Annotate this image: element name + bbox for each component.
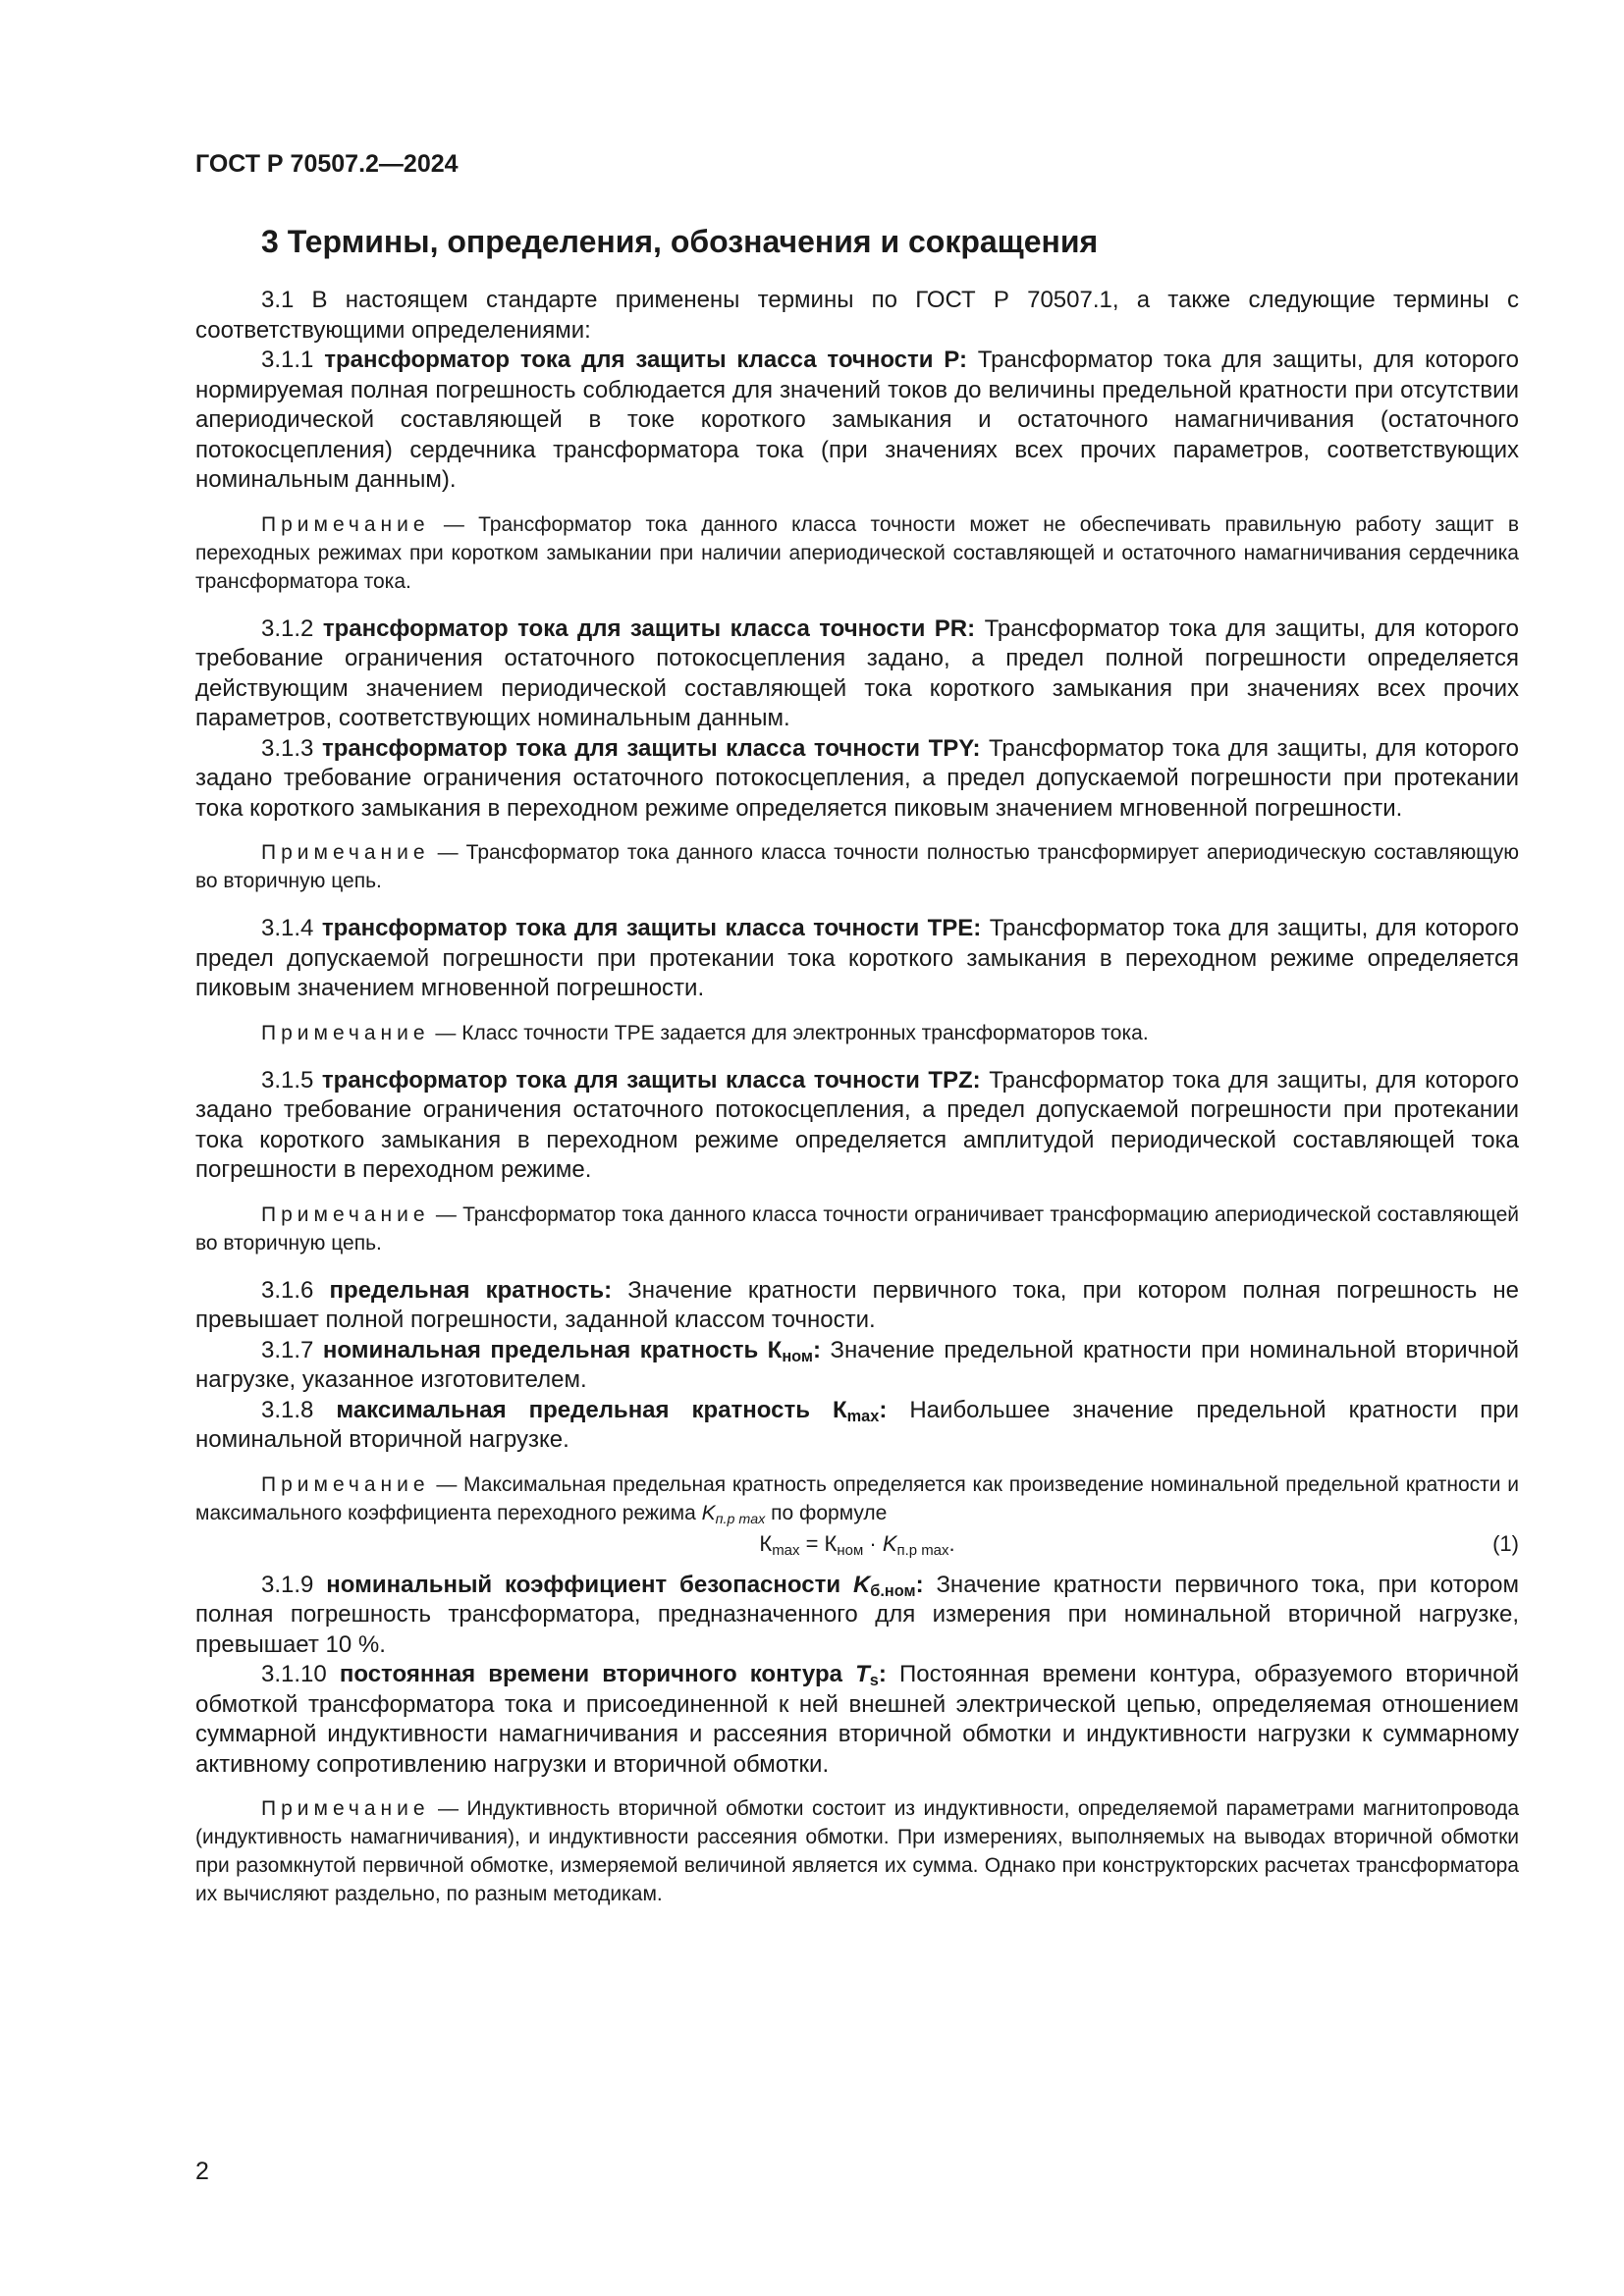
term-title: трансформатор тока для защиты класса точности TPZ: <box>321 1066 981 1094</box>
term-title: номинальный коэффициент безопасности $K_{б.ном}$: <box>326 1571 924 1600</box>
term-title: постоянная времени вторичного контура $T_s$: <box>339 1661 887 1689</box>
term-title: трансформатор тока для защиты класса точности TPY: <box>321 734 981 762</box>
symbol-subscript: ном <box>782 1347 813 1365</box>
symbol-subscript: s <box>869 1672 879 1689</box>
term-definition: Постоянная времени контура, образуемого вторичной обмоткой трансформатора тока и присоединенной к ней внешней электрической цепью, определяемая отношением суммарной индуктивности намагничивания и рассеяния вторичной обмотки и индуктивности нагрузки к суммарному активному сопротивлению нагрузки и вторичной обмотки. <box>195 1661 1519 1778</box>
term-title: максимальная предельная кратность $К_{max}$: <box>336 1396 888 1425</box>
document-code-header: ГОСТ Р 70507.2—2024 <box>195 150 459 178</box>
note-3-1-1 <box>195 510 1519 596</box>
note-3-1-3 <box>195 838 1519 895</box>
page-number: 2 <box>195 2158 209 2185</box>
note-text: — Трансформатор тока данного класса точности ограничивает трансформацию апериодической составляющей во вторичную цепь. <box>195 1202 1519 1255</box>
term-3-1-6: 3.1.6 предельная кратность: Значение кратности первичного тока, при котором полная погрешность не превышает полной погрешности, заданной классом точности. <box>195 1276 1520 1333</box>
note-label: Примечание <box>261 1797 430 1820</box>
term-3-1-2: 3.1.2 трансформатор тока для защиты класса точности PR: Трансформатор тока для защиты, для которого требование ограничения остаточного потокосцепления задано, а предел полной погрешности определяется действующим значением периодической составляющей тока короткого замыкания при значениях всех прочих параметров, соответствующих номинальным данным. <box>195 614 1519 731</box>
term-title: трансформатор тока для защиты класса точности PR: <box>322 614 976 642</box>
term-title: трансформатор тока для защиты класса точности Р: <box>324 347 967 373</box>
note-label: Примечание <box>261 841 430 864</box>
term-definition: Трансформатор тока для защиты, для которого предел допускаемой погрешности при протекании тока короткого замыкания в переходном режиме определяется пиковым значением мгновенной погрешности. <box>195 915 1520 1001</box>
term-title: трансформатор тока для защиты класса точности TPE: <box>321 915 982 941</box>
term-definition: Значение кратности первичного тока, при котором полная погрешность не превышает полной погрешности, заданной классом точности. <box>195 1276 1520 1333</box>
note-text: — Максимальная предельная кратность определяется как произведение номинальной предельной кратности и максимального коэффициента переходного режима <box>195 1472 1519 1524</box>
term-definition: Трансформатор тока для защиты, для которого нормируемая полная погрешность соблюдается для значений токов до величины предельной кратности при отсутствии апериодической составляющей в токе короткого замыкания и остаточного намагничивания (остаточного потокосцепления) сердечника трансформатора тока (при значениях всех прочих параметров, соответствующих номинальным данным). <box>195 347 1520 493</box>
term-definition: Значение предельной кратности при номинальной вторичной нагрузке, указанное изготовителем. <box>195 1336 1520 1393</box>
note-text: — Индуктивность вторичной обмотки состоит из индуктивности, определяемой параметрами магнитопровода (индуктивность намагничивания), и индуктивности рассеяния обмотки. При измерениях, выполняемых на выводах вторичной обмотки при разомкнутой первичной обмотке, измеряемой величиной является их сумма. Однако при конструкторских расчетах трансформатора их вычисляют раздельно, по разным методикам. <box>195 1797 1519 1905</box>
term-definition: Трансформатор тока для защиты, для которого задано требование ограничения остаточного потокосцепления, а предел допускаемой погрешности при протекании тока короткого замыкания в переходном режиме определяется амплитудой периодической составляющей тока погрешности в переходном режиме. <box>195 1066 1519 1183</box>
note-3-1-4 <box>195 1019 1519 1047</box>
term-3-1-4: 3.1.4 трансформатор тока для защиты класса точности TPE: Трансформатор тока для защиты, для которого предел допускаемой погрешности при протекании тока короткого замыкания в переходном режиме определяется пиковым значением мгновенной погрешности. <box>195 915 1520 1001</box>
term-definition: Значение кратности первичного тока, при котором полная погрешность трансформатора, предназначенного для измерения при номинальной вторичной нагрузке, превышает 10 %. <box>195 1571 1520 1658</box>
note-text: — Трансформатор тока данного класса точности полностью трансформирует апериодическую составляющую во вторичную цепь. <box>195 841 1519 892</box>
term-title: предельная кратность: <box>329 1276 613 1304</box>
note-label: Примечание <box>261 1472 430 1496</box>
note-3-1-8: Примечание — Максимальная предельная кратность определяется как произведение номинальной предельной кратности и максимального коэффициента переходного режима $K_{п.р max}$ по формуле <box>195 1472 1519 1527</box>
note-label: Примечание <box>261 512 430 536</box>
formula-symbol: $K_{п.р max}$ <box>701 1501 766 1527</box>
term-3-1-5: 3.1.5 трансформатор тока для защиты класса точности TPZ: Трансформатор тока для защиты, для которого задано требование ограничения остаточного потокосцепления, а предел допускаемой погрешности при протекании тока короткого замыкания в переходном режиме определяется амплитудой периодической составляющей тока погрешности в переходном режиме. <box>195 1066 1519 1183</box>
document-body <box>195 286 1519 1927</box>
term-definition: Трансформатор тока для защиты, для которого требование ограничения остаточного потокосцепления задано, а предел полной погрешности определяется действующим значением периодической составляющей тока короткого замыкания при значениях всех прочих параметров, соответствующих номинальным данным. <box>195 614 1519 731</box>
symbol-subscript: max <box>846 1407 880 1425</box>
note-3-1-5 <box>195 1201 1519 1257</box>
term-3-1-1: 3.1.1 трансформатор тока для защиты класса точности Р: Трансформатор тока для защиты, для которого нормируемая полная погрешность соблюдается для значений токов до величины предельной кратности при отсутствии апериодической составляющей в токе короткого замыкания и остаточного намагничивания (остаточного потокосцепления) сердечника трансформатора тока (при значениях всех прочих параметров, соответствующих номинальным данным). <box>195 347 1520 493</box>
section-title: 3 Термины, определения, обозначения и сокращения <box>261 224 1099 259</box>
term-title: номинальная предельная кратность $К_{ном}$: <box>322 1336 821 1365</box>
formula-expression: $К_{max} = К_{ном} \cdot K_{п.р max}$. <box>759 1530 955 1559</box>
term-3-1-10: 3.1.10 постоянная времени вторичного контура $T_s$: Постоянная времени контура, образуемого вторичной обмоткой трансформатора тока и присоединенной к ней внешней электрической цепью, определяемая отношением суммарной индуктивности намагничивания и рассеяния вторичной обмотки и индуктивности нагрузки к суммарному активному сопротивлению нагрузки и вторичной обмотки. <box>195 1661 1519 1778</box>
formula-1 <box>195 1529 1519 1559</box>
term-3-1-8: 3.1.8 максимальная предельная кратность $К_{max}$: Наибольшее значение предельной кратности при номинальной вторичной нагрузке. <box>195 1396 1519 1453</box>
note-3-1-10 <box>195 1794 1519 1908</box>
clause-3-1: 3.1 В настоящем стандарте применены термины по ГОСТ Р 70507.1, а также следующие термины с соответствующими определениями: <box>195 287 1519 344</box>
term-definition: Наибольшее значение предельной кратности при номинальной вторичной нагрузке. <box>195 1396 1519 1453</box>
term-3-1-3: 3.1.3 трансформатор тока для защиты класса точности TPY: Трансформатор тока для защиты, для которого задано требование ограничения остаточного потокосцепления, а предел допускаемой погрешности при протекании тока короткого замыкания в переходном режиме определяется пиковым значением мгновенной погрешности. <box>195 734 1520 822</box>
term-3-1-7: 3.1.7 номинальная предельная кратность $К_{ном}$: Значение предельной кратности при номинальной вторичной нагрузке, указанное изготовителем. <box>195 1336 1520 1393</box>
symbol-subscript: б.ном <box>870 1581 916 1600</box>
note-text: — Трансформатор тока данного класса точности может не обеспечивать правильную работу защит в переходных режимах при коротком замыкании при наличии апериодической составляющей и остаточного намагничивания сердечника трансформатора тока. <box>195 512 1519 593</box>
note-label: Примечание <box>261 1202 430 1226</box>
formula-number: (1) <box>1492 1530 1519 1556</box>
note-text: — Класс точности TPE задается для электронных трансформаторов тока. <box>435 1021 1149 1044</box>
term-definition: Трансформатор тока для защиты, для которого задано требование ограничения остаточного потокосцепления, а предел допускаемой погрешности при протекании тока короткого замыкания в переходном режиме определяется пиковым значением мгновенной погрешности. <box>195 734 1520 822</box>
term-3-1-9: 3.1.9 номинальный коэффициент безопасности $K_{б.ном}$: Значение кратности первичного тока, при котором полная погрешность трансформатора, предназначенного для измерения при номинальной вторичной нагрузке, превышает 10 %. <box>195 1571 1520 1658</box>
note-label: Примечание <box>261 1021 430 1044</box>
